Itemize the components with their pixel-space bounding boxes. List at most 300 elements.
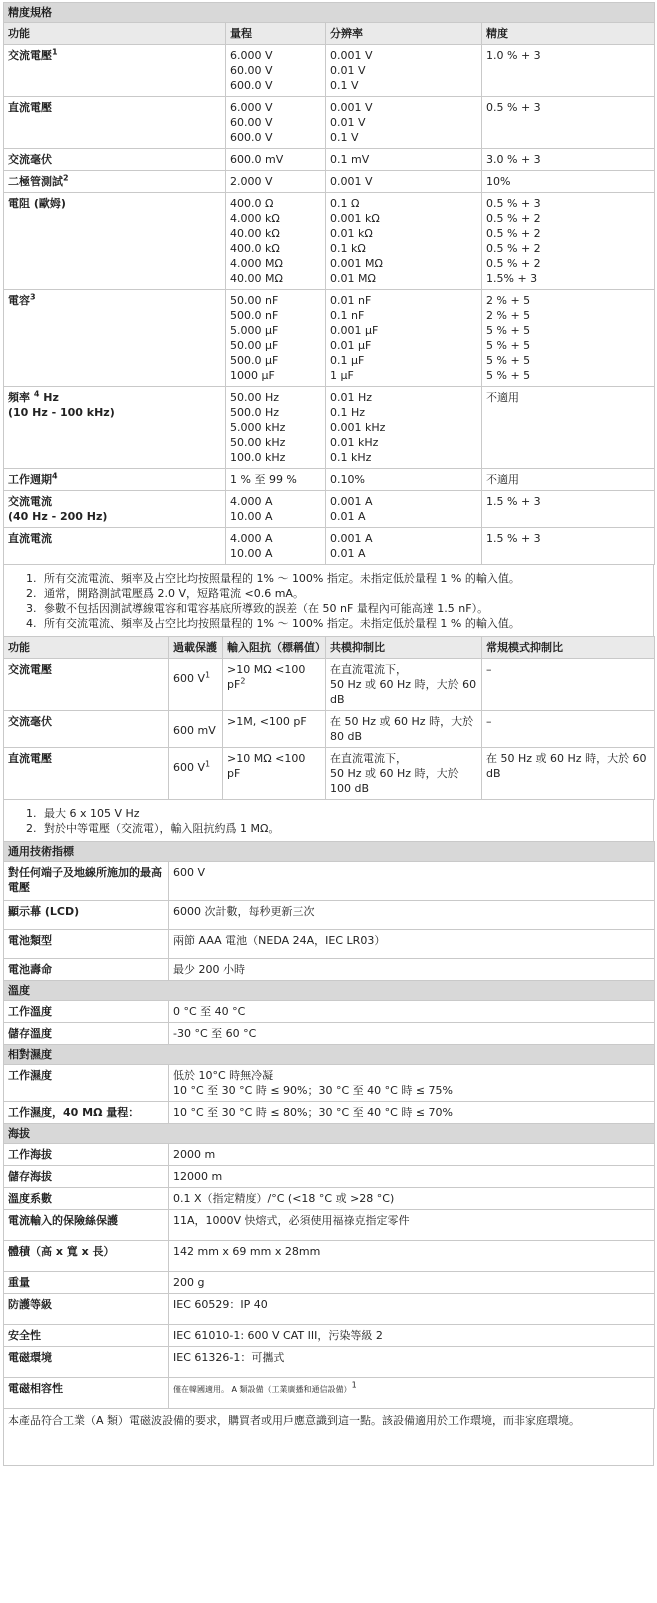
section-title: 通用技術指標 — [4, 842, 655, 862]
spec-row — [4, 1294, 655, 1325]
accuracy-cell — [482, 149, 655, 171]
range-value: 50.00 Hz — [230, 391, 280, 404]
nmrr-cell: – — [482, 711, 655, 748]
spec-label: 儲存溫度 — [4, 1023, 169, 1045]
resolution-value: 0.001 V — [330, 101, 373, 114]
accuracy-value: 5 % + 5 — [486, 369, 531, 382]
function-subtitle: (40 Hz - 200 Hz) — [8, 510, 108, 523]
resolution-value: 1 µF — [330, 369, 354, 382]
spec-value — [173, 865, 650, 880]
accuracy-header-row — [4, 23, 655, 45]
general-table — [3, 841, 655, 1409]
spec-label: 電磁相容性 — [4, 1378, 169, 1409]
section-title: 海拔 — [4, 1124, 655, 1144]
range-value: 1000 µF — [230, 369, 275, 382]
general-body — [4, 842, 655, 1409]
accuracy-value: 不適用 — [486, 473, 519, 486]
range-value: 4.000 A — [230, 532, 273, 545]
range-value: 100.0 kHz — [230, 451, 286, 464]
accuracy-value: 5 % + 5 — [486, 324, 531, 337]
footnote-item: 2. 對於中等電壓（交流電），輸入阻抗約爲 1 MΩ。 — [40, 821, 653, 836]
spec-row — [4, 901, 655, 930]
footnote-item: 2. 通常，開路測試電壓爲 2.0 V，短路電流 <0.6 mA。 — [40, 586, 653, 601]
range-cell — [226, 193, 326, 290]
col-header-range: 量程 — [226, 23, 326, 45]
spec-label: 工作濕度，40 MΩ 量程： — [4, 1102, 169, 1124]
spec-value — [173, 1147, 650, 1162]
footnote-marker: 3 — [30, 292, 36, 302]
function-label — [8, 152, 221, 167]
accuracy-row — [4, 387, 655, 469]
accuracy-value: 3.0 % + 3 — [486, 153, 541, 166]
spec-value-text: 12000 m — [173, 1170, 223, 1183]
resolution-value: 0.001 A — [330, 495, 373, 508]
accuracy-value: 0.5 % + 2 — [486, 257, 541, 270]
function-cell — [4, 171, 226, 193]
nmrr-cell: – — [482, 659, 655, 711]
resolution-value: 0.001 MΩ — [330, 257, 383, 270]
resolution-cell — [326, 491, 482, 528]
spec-value-cell — [169, 1294, 655, 1325]
footnote-marker: 1 — [205, 670, 211, 680]
range-value: 60.00 V — [230, 116, 273, 129]
function-cell — [4, 469, 226, 491]
col-header-resolution: 分辨率 — [326, 23, 482, 45]
range-value: 6.000 V — [230, 49, 273, 62]
cmrr-value: 50 Hz 或 60 Hz 時，大於 100 dB — [330, 767, 459, 795]
spec-value — [173, 1381, 650, 1397]
spec-value-text: -30 °C 至 60 °C — [173, 1027, 257, 1040]
cmrr-value: 50 Hz 或 60 Hz 時，大於 60 dB — [330, 678, 477, 706]
function-name: 直流電流 — [8, 532, 52, 545]
range-value: 600.0 mV — [230, 153, 284, 166]
resolution-cell — [326, 97, 482, 149]
spec-row — [4, 1241, 655, 1272]
accuracy-notes — [3, 565, 654, 636]
function-cell — [4, 491, 226, 528]
cmrr-value: 在直流電流下， — [330, 752, 407, 765]
footnote-marker: 4 — [33, 389, 40, 399]
spec-value-text: 0 °C 至 40 °C — [173, 1005, 246, 1018]
spec-value-text: IEC 60529：IP 40 — [173, 1298, 268, 1311]
resolution-value: 0.01 A — [330, 510, 366, 523]
footnote-marker: 2 — [63, 173, 69, 183]
spec-value-cell — [169, 1210, 655, 1241]
footnote-item: 4. 所有交流電流、頻率及占空比均按照量程的 1% 〜 100% 指定。未指定低於量程 1 % 的輸入值。 — [40, 616, 653, 631]
range-value: 50.00 kHz — [230, 436, 286, 449]
accuracy-row — [4, 528, 655, 565]
range-cell — [226, 171, 326, 193]
spec-value — [173, 904, 650, 919]
accuracy-value: 10% — [486, 175, 511, 188]
function-name: 電容 — [8, 294, 30, 307]
footer-note — [3, 1409, 654, 1466]
accuracy-value: 0.5 % + 3 — [486, 197, 541, 210]
function-cell — [4, 149, 226, 171]
spec-value — [173, 1244, 650, 1259]
function-name: 直流電壓 — [8, 101, 52, 114]
spec-label: 重量 — [4, 1272, 169, 1294]
spec-value — [173, 1083, 650, 1098]
spec-value-cell — [169, 1272, 655, 1294]
range-cell — [226, 97, 326, 149]
range-value: 10.00 A — [230, 547, 273, 560]
spec-value — [173, 1169, 650, 1184]
range-cell — [226, 290, 326, 387]
cmrr-cell — [326, 748, 482, 800]
range-value: 60.00 V — [230, 64, 273, 77]
overload-cell — [169, 711, 223, 748]
accuracy-value: 2 % + 5 — [486, 309, 531, 322]
accuracy-value: 0.5 % + 3 — [486, 101, 541, 114]
accuracy-value: 5 % + 5 — [486, 339, 531, 352]
range-value: 400.0 kΩ — [230, 242, 280, 255]
accuracy-cell — [482, 491, 655, 528]
accuracy-table — [3, 2, 655, 565]
function-label — [8, 494, 221, 509]
resolution-cell — [326, 193, 482, 290]
nmrr-cell: 在 50 Hz 或 60 Hz 時，大於 60 dB — [482, 748, 655, 800]
spec-row — [4, 930, 655, 959]
accuracy-value: 1.0 % + 3 — [486, 49, 541, 62]
spec-value-text: 僅在韓國適用。 A 類設備（工業廣播和通信設備） — [173, 1385, 352, 1394]
function-name: 交流電流 — [8, 495, 52, 508]
function-label — [8, 100, 221, 115]
spec-label: 溫度系數 — [4, 1188, 169, 1210]
accuracy-value: 1.5 % + 3 — [486, 495, 541, 508]
range-value: 500.0 Hz — [230, 406, 280, 419]
input-function: 交流電壓 — [4, 659, 169, 711]
function-name: 頻率 — [8, 391, 34, 404]
impedance-cell — [223, 659, 326, 711]
accuracy-body — [4, 45, 655, 565]
range-value: 4.000 A — [230, 495, 273, 508]
section-title-row — [4, 1124, 655, 1144]
spec-value-cell — [169, 1325, 655, 1347]
accuracy-row — [4, 491, 655, 528]
resolution-value: 0.1 kHz — [330, 451, 372, 464]
spec-value — [173, 962, 650, 977]
spec-value-text: 200 g — [173, 1276, 205, 1289]
spec-label: 體積（高 x 寬 x 長） — [4, 1241, 169, 1272]
spec-value-text: 6000 次計數，每秒更新三次 — [173, 905, 315, 918]
spec-value-cell — [169, 1065, 655, 1102]
spec-value-cell — [169, 862, 655, 901]
input-col-impedance: 輸入阻抗（標稱值） — [223, 637, 326, 659]
spec-value-text: 11A，1000V 快熔式，必須使用福祿克指定零件 — [173, 1214, 410, 1227]
resolution-cell — [326, 528, 482, 565]
spec-value-cell — [169, 1166, 655, 1188]
section-title-row — [4, 842, 655, 862]
input-col-cmrr: 共模抑制比 — [326, 637, 482, 659]
resolution-cell — [326, 171, 482, 193]
overload-value: 600 V — [173, 672, 206, 685]
accuracy-title: 精度規格 — [4, 3, 655, 23]
function-cell — [4, 45, 226, 97]
range-cell — [226, 387, 326, 469]
range-cell — [226, 45, 326, 97]
resolution-cell — [326, 387, 482, 469]
impedance-value: >10 MΩ <100 pF — [227, 752, 306, 780]
cmrr-value: 在 50 Hz 或 60 Hz 時，大於 80 dB — [330, 715, 474, 743]
function-subtitle: (10 Hz - 100 kHz) — [8, 406, 115, 419]
function-name: 交流毫伏 — [8, 153, 52, 166]
spec-value-text: IEC 61326-1：可攜式 — [173, 1351, 285, 1364]
impedance-value: >1M, <100 pF — [227, 715, 307, 728]
spec-label: 工作溫度 — [4, 1001, 169, 1023]
overload-cell — [169, 659, 223, 711]
section-title-row — [4, 1045, 655, 1065]
input-function: 交流毫伏 — [4, 711, 169, 748]
range-cell — [226, 528, 326, 565]
accuracy-cell — [482, 528, 655, 565]
spec-label: 儲存海拔 — [4, 1166, 169, 1188]
spec-page — [3, 0, 654, 1466]
resolution-value: 0.001 kHz — [330, 421, 386, 434]
accuracy-value: 5 % + 5 — [486, 354, 531, 367]
range-value: 10.00 A — [230, 510, 273, 523]
spec-value-text: 最少 200 小時 — [173, 963, 245, 976]
spec-value — [173, 1297, 650, 1312]
range-value: 4.000 kΩ — [230, 212, 280, 225]
input-col-function: 功能 — [4, 637, 169, 659]
spec-label: 對任何端子及地線所施加的最高電壓 — [4, 862, 169, 901]
accuracy-value: 2 % + 5 — [486, 294, 531, 307]
resolution-cell — [326, 45, 482, 97]
spec-row — [4, 1272, 655, 1294]
footnote-item: 1. 所有交流電流、頻率及占空比均按照量程的 1% 〜 100% 指定。未指定低於量程 1 % 的輸入值。 — [40, 571, 653, 586]
resolution-value: 0.01 V — [330, 116, 366, 129]
accuracy-row — [4, 290, 655, 387]
resolution-value: 0.01 MΩ — [330, 272, 376, 285]
accuracy-value: 1.5 % + 3 — [486, 532, 541, 545]
accuracy-value: 0.5 % + 2 — [486, 212, 541, 225]
range-value: 6.000 V — [230, 101, 273, 114]
spec-row — [4, 1325, 655, 1347]
range-value: 500.0 nF — [230, 309, 279, 322]
overload-value: 600 V — [173, 761, 206, 774]
accuracy-cell — [482, 469, 655, 491]
footnote-item: 3. 參數不包括因測試導線電容和電容基底所導致的誤差（在 50 nF 量程內可能高達 1.5 nF）。 — [40, 601, 653, 616]
spec-value — [173, 1068, 650, 1083]
section-title: 相對濕度 — [4, 1045, 655, 1065]
resolution-value: 0.001 V — [330, 49, 373, 62]
spec-value — [173, 1191, 650, 1206]
spec-value — [173, 1105, 650, 1120]
spec-label: 防護等級 — [4, 1294, 169, 1325]
function-label — [8, 196, 221, 211]
resolution-value: 0.001 µF — [330, 324, 379, 337]
spec-value-cell — [169, 1102, 655, 1124]
section-title: 溫度 — [4, 981, 655, 1001]
range-value: 500.0 µF — [230, 354, 279, 367]
function-cell — [4, 193, 226, 290]
spec-label: 顯示幕 (LCD) — [4, 901, 169, 930]
range-value: 5.000 kHz — [230, 421, 286, 434]
accuracy-row — [4, 45, 655, 97]
footnote-marker: 1 — [351, 1380, 357, 1390]
cmrr-value: 在直流電流下， — [330, 663, 407, 676]
resolution-value: 0.001 kΩ — [330, 212, 380, 225]
function-cell — [4, 528, 226, 565]
spec-value — [173, 1026, 650, 1041]
spec-value — [173, 1350, 650, 1365]
accuracy-cell — [482, 193, 655, 290]
cmrr-cell — [326, 711, 482, 748]
spec-value — [173, 1328, 650, 1343]
resolution-cell — [326, 149, 482, 171]
function-cell — [4, 97, 226, 149]
function-cell — [4, 290, 226, 387]
cmrr-cell — [326, 659, 482, 711]
footnote-item: 1. 最大 6 x 105 V Hz — [40, 806, 653, 821]
accuracy-value: 不適用 — [486, 391, 519, 404]
resolution-value: 0.01 kHz — [330, 436, 379, 449]
accuracy-cell — [482, 387, 655, 469]
range-value: 40.00 kΩ — [230, 227, 280, 240]
accuracy-value: 0.5 % + 2 — [486, 227, 541, 240]
range-value: 4.000 MΩ — [230, 257, 283, 270]
function-name: 交流電壓 — [8, 49, 52, 62]
spec-label: 電池類型 — [4, 930, 169, 959]
spec-value — [173, 1275, 650, 1290]
accuracy-row — [4, 469, 655, 491]
range-value: 600.0 V — [230, 131, 273, 144]
function-label — [8, 293, 221, 308]
spec-row — [4, 959, 655, 981]
footnote-marker: 2 — [240, 676, 246, 686]
spec-label: 工作海拔 — [4, 1144, 169, 1166]
spec-value-cell — [169, 901, 655, 930]
spec-value-text: 600 V — [173, 866, 206, 879]
input-col-overload: 過載保護 — [169, 637, 223, 659]
accuracy-cell — [482, 171, 655, 193]
accuracy-row — [4, 149, 655, 171]
spec-row — [4, 1188, 655, 1210]
spec-row — [4, 1347, 655, 1378]
resolution-value: 0.1 nF — [330, 309, 365, 322]
spec-label: 工作濕度 — [4, 1065, 169, 1102]
spec-value-cell — [169, 1347, 655, 1378]
footer-text: 本產品符合工業（A 類）電磁波設備的要求，購買者或用戶應意識到這一點。該設備適用於工作環境，而非家庭環境。 — [8, 1414, 581, 1427]
resolution-value: 0.001 V — [330, 175, 373, 188]
range-value: 5.000 µF — [230, 324, 279, 337]
input-row — [4, 659, 655, 711]
resolution-value: 0.1 Hz — [330, 406, 366, 419]
spec-value-text: 142 mm x 69 mm x 28mm — [173, 1245, 321, 1258]
spec-value-cell — [169, 1378, 655, 1409]
spec-value — [173, 933, 650, 948]
resolution-value: 0.1 V — [330, 79, 359, 92]
accuracy-cell — [482, 97, 655, 149]
spec-value-cell — [169, 930, 655, 959]
spec-value — [173, 1213, 650, 1228]
col-header-accuracy: 精度 — [482, 23, 655, 45]
resolution-value: 0.01 nF — [330, 294, 372, 307]
range-cell — [226, 469, 326, 491]
footnote-marker: 1 — [52, 47, 58, 57]
resolution-cell — [326, 290, 482, 387]
resolution-value: 0.01 kΩ — [330, 227, 373, 240]
spec-value-cell — [169, 1144, 655, 1166]
resolution-value: 0.1 V — [330, 131, 359, 144]
range-value: 50.00 µF — [230, 339, 279, 352]
resolution-value: 0.1 Ω — [330, 197, 360, 210]
spec-row — [4, 1378, 655, 1409]
range-value: 1 % 至 99 % — [230, 473, 297, 486]
range-value: 40.00 MΩ — [230, 272, 283, 285]
spec-row — [4, 1001, 655, 1023]
function-label — [8, 390, 221, 405]
function-label — [8, 531, 221, 546]
spec-value-cell — [169, 1188, 655, 1210]
resolution-value: 0.1 µF — [330, 354, 365, 367]
spec-value-text: 10 °C 至 30 °C 時 ≤ 90%；30 °C 至 40 °C 時 ≤ 75% — [173, 1084, 453, 1097]
resolution-value: 0.01 Hz — [330, 391, 373, 404]
range-value: 2.000 V — [230, 175, 273, 188]
spec-row — [4, 1166, 655, 1188]
range-cell — [226, 491, 326, 528]
spec-row — [4, 1102, 655, 1124]
spec-value-text: 兩節 AAA 電池（NEDA 24A，IEC LR03） — [173, 934, 386, 947]
input-row — [4, 748, 655, 800]
function-name: 工作週期 — [8, 473, 52, 486]
accuracy-cell — [482, 45, 655, 97]
resolution-value: 0.001 A — [330, 532, 373, 545]
input-notes — [3, 800, 654, 841]
input-header-row — [4, 637, 655, 659]
resolution-value: 0.10% — [330, 473, 365, 486]
impedance-value: >10 MΩ <100 pF — [227, 663, 306, 691]
spec-value — [173, 1004, 650, 1019]
footnote-marker: 1 — [205, 759, 211, 769]
impedance-cell — [223, 711, 326, 748]
function-name: 二極管測試 — [8, 175, 63, 188]
range-value: 50.00 nF — [230, 294, 279, 307]
spec-label: 電池壽命 — [4, 959, 169, 981]
accuracy-value: 0.5 % + 2 — [486, 242, 541, 255]
overload-value: 600 mV — [173, 724, 216, 737]
range-cell — [226, 149, 326, 171]
col-header-function: 功能 — [4, 23, 226, 45]
spec-value-text: 10 °C 至 30 °C 時 ≤ 80%；30 °C 至 40 °C 時 ≤ 70% — [173, 1106, 453, 1119]
input-row — [4, 711, 655, 748]
function-name-tail: Hz — [39, 391, 59, 404]
section-title-row — [4, 981, 655, 1001]
spec-row — [4, 862, 655, 901]
footnote-marker: 4 — [52, 471, 58, 481]
spec-row — [4, 1065, 655, 1102]
spec-label: 電流輸入的保險絲保護 — [4, 1210, 169, 1241]
accuracy-row — [4, 171, 655, 193]
overload-cell — [169, 748, 223, 800]
input-body — [4, 659, 655, 800]
spec-value-text: IEC 61010-1: 600 V CAT III，污染等級 2 — [173, 1329, 383, 1342]
spec-label: 安全性 — [4, 1325, 169, 1347]
range-value: 400.0 Ω — [230, 197, 274, 210]
spec-value-cell — [169, 1001, 655, 1023]
accuracy-title-row — [4, 3, 655, 23]
function-label — [8, 48, 221, 63]
spec-row — [4, 1210, 655, 1241]
spec-row — [4, 1023, 655, 1045]
accuracy-row — [4, 97, 655, 149]
spec-value-cell — [169, 1241, 655, 1272]
input-col-nmrr: 常規模式抑制比 — [482, 637, 655, 659]
function-name: 電阻 (歐姆) — [8, 197, 66, 210]
function-label — [8, 472, 221, 487]
impedance-cell — [223, 748, 326, 800]
